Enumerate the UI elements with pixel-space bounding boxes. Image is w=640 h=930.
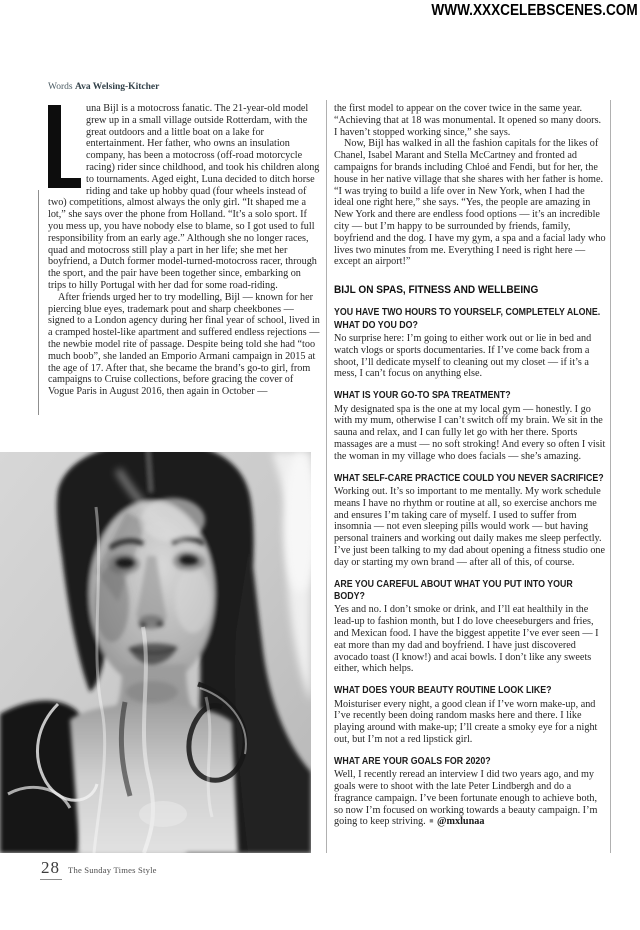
answer: Moisturiser every night, a good clean if I’ve worn make-up, and I’ve recently been doing random masks here and there. I like playing around with make-up; I’ll create a smoky eye for a night out, but I’m not a red lipstick girl.	[334, 698, 598, 745]
watermark: WWW.XXXCELEBSCENES.COM	[431, 2, 638, 19]
question: WHAT SELF-CARE PRACTICE COULD YOU NEVER SACRIFICE?	[334, 472, 604, 484]
question: WHAT DOES YOUR BEAUTY ROUTINE LOOK LIKE?	[334, 685, 552, 697]
answer: Yes and no. I don’t smoke or drink, and I’ll eat healthily in the lead-up to fashion month, but I do love cheeseburgers and fries, and Mexican food. I have the biggest appetite I’ve ever seen — I eat more than my dad and boyfriend. I have just discovered avocado toast (I know!) and acai bowls. I don’t like any sweets either, which helps.	[334, 604, 599, 675]
left-margin-rule	[38, 190, 39, 415]
question: WHAT IS YOUR GO-TO SPA TREATMENT?	[334, 390, 511, 402]
qa-block	[334, 685, 606, 746]
instagram-handle: @mxlunaa	[437, 816, 485, 828]
portrait-photo	[0, 452, 311, 853]
answer: No surprise here: I’m going to either work out or lie in bed and watch vlogs or sports documentaries. If I’ve come back from a shoot, I’ll dedicate myself to cleaning out my closet — if it’s a mess, I can’t focus on anything else.	[334, 332, 592, 380]
paragraph: After friends urged her to try modelling, Bijl — known for her piercing blue eyes, trademark pout and sharp cheekbones — signed to a London agency during her final year of school, lived in a cramped hostel-like apartment and suffered endless rejections — the newbie model rite of passage. Despite being told she had “too much boob”, she landed an Emporio Armani campaign in 2015 at the age of 17. After that, she became the brand’s go-to girl, from campaigns to Cruise collections, before gracing the cover of Vogue Paris in August 2016, then again in October —	[48, 291, 320, 398]
end-square-icon: ■	[429, 817, 434, 826]
qa-block	[334, 473, 606, 569]
question: YOU HAVE TWO HOURS TO YOURSELF, COMPLETELY ALONE. WHAT DO YOU DO?	[334, 307, 601, 331]
answer: My designated spa is the one at my local gym — honestly. I go with my mum, otherwise I can’t switch off my brain. We sit in the sauna and relax, and I can fully let go with her there. Sports massages are a must — no soft stroking! And every so often I visit the woman in my village who does facials — she’s amazing.	[334, 403, 606, 462]
byline	[48, 82, 159, 92]
article-column-2	[334, 103, 606, 828]
qa-block	[334, 579, 606, 676]
page-footer	[40, 858, 157, 880]
paragraph: the first model to appear on the cover twice in the same year. “Achieving that at 18 was monumental. It opened so many doors. I haven’t stopped working since,” she says.	[334, 103, 602, 138]
paragraph-intro	[48, 103, 320, 292]
column-divider-rule	[326, 100, 327, 853]
qa-block	[334, 390, 606, 462]
byline-prefix: Words	[48, 82, 73, 92]
article-column-1	[48, 103, 320, 398]
answer	[334, 769, 606, 828]
answer-text: Well, I recently reread an interview I did two years ago, and my goals were to shoot with the late Peter Lindbergh and do a fragrance campaign. I’ve been fortunate enough to achieve both, so now I’m focused on working towards a beauty campaign. I’m going to keep striving.	[334, 769, 598, 828]
drop-cap	[48, 105, 81, 188]
paragraph: Now, Bijl has walked in all the fashion capitals for the likes of Chanel, Isabel Marant and Stella McCartney and fronted ad campaigns for brands including Chloé and Fendi, but for her, the house in her native village that she shares with her father is home. “I was trying to build a life over in New York, when I had the ideal one right here,” she says. “Yes, the people are amazing in New York and there are endless food options — it’s an incredible city — but I’m happy to be surrounded by friends, family, boyfriend and the dog. I have my gym, a spa and a facial lady who lives two minutes from me. Everything I need is right here — except an airport!”	[334, 138, 606, 268]
page-number: 28	[40, 858, 62, 880]
question: WHAT ARE YOUR GOALS FOR 2020?	[334, 755, 491, 767]
qa-block	[334, 307, 606, 380]
qa-block	[334, 756, 606, 828]
right-edge-rule	[610, 100, 611, 853]
paragraph-text: una Bijl is a motocross fanatic. The 21-year-old model grew up in a small village outside Rotterdam, with the great outdoors and a little boat on a lake for entertainment. Her father, who owns an insulation company, has been a motocross (off-road motorcycle racing) rider since childhood, and took his children along to tournaments. Aged eight, Luna decided to ditch horse riding and take up hobby quad (four wheels instead of two) competitions, almost always the only girl. “It shaped me a lot,” she says over the phone from Holland. “It’s a solo sport. If you mess up, you have nobody else to blame, so I got used to full responsibility from an early age.” Although she no longer races, quad and motocross still play a part in her life; she met her boyfriend, a Dutch former model-turned-motocross racer, through the sport, and the pair have been together since, embarking on trips to hilly Portugal with her dad for some road-riding.	[48, 103, 320, 291]
answer: Working out. It’s so important to me mentally. My work schedule means I have no rhythm or routine at all, so exercise anchors me and ensures I’m taking care of myself. I used to suffer from insomnia — not even sleeping pills would work — but having personal trainers and working out daily makes me sleep perfectly. I’ve just been talking to my dad about opening a fitness studio one day or starting my own brand — after all of this, of course.	[334, 485, 606, 568]
section-header: BIJL ON SPAS, FITNESS AND WELLBEING	[334, 284, 539, 297]
publication-name: The Sunday Times Style	[68, 865, 157, 875]
question: ARE YOU CAREFUL ABOUT WHAT YOU PUT INTO YOUR BODY?	[334, 578, 573, 602]
byline-author: Ava Welsing-Kitcher	[74, 82, 160, 92]
